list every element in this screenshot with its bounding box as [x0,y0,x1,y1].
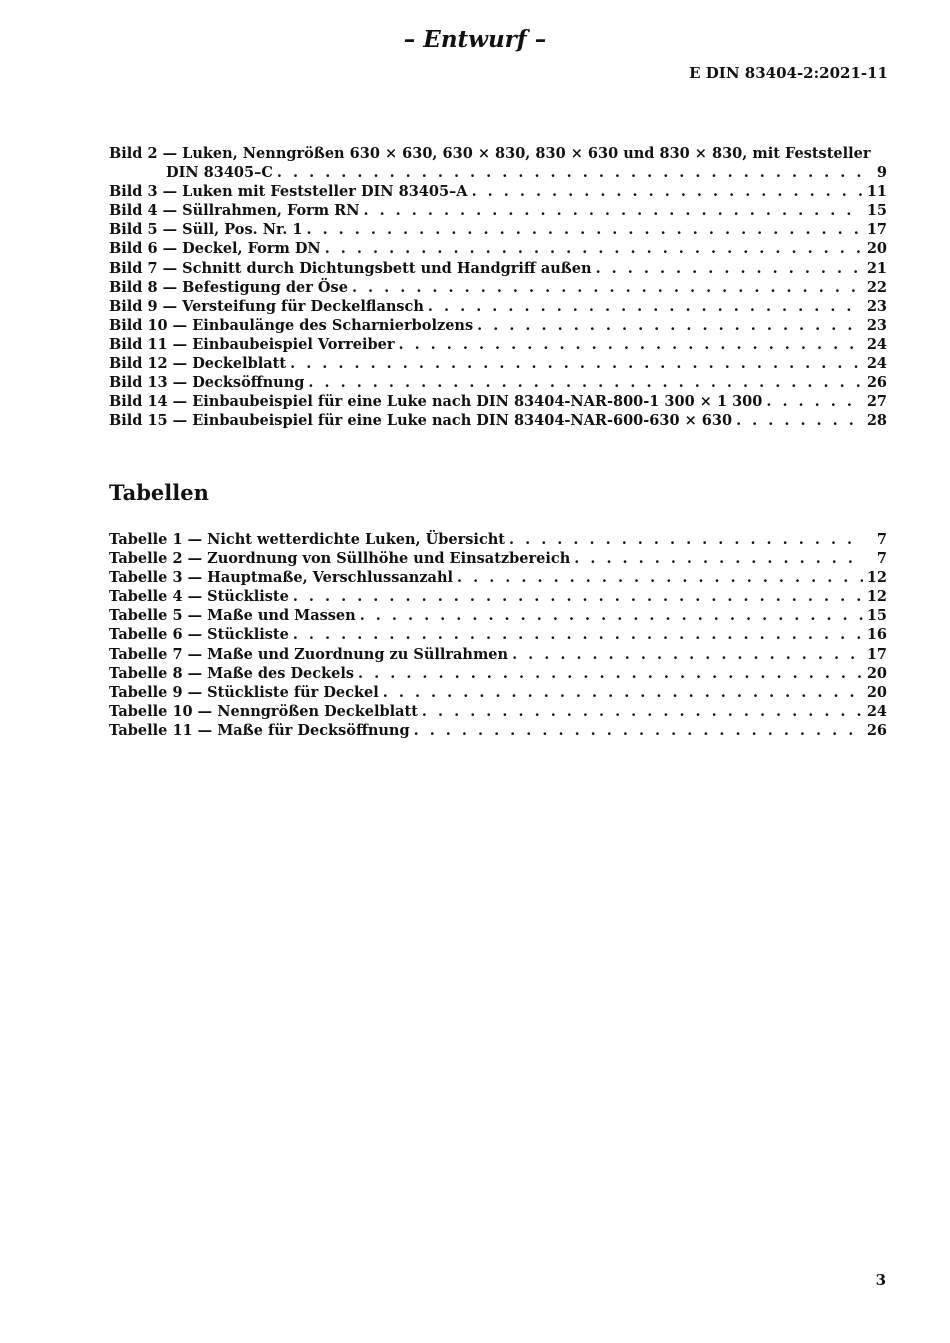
toc-table-entry[interactable] [109,568,887,587]
toc-table-entry[interactable] [109,587,887,606]
toc-entry-page: 24 [866,335,887,353]
toc-figure-entry[interactable] [109,220,887,239]
dot-leader [352,278,863,297]
dot-leader [574,549,863,568]
toc-entry-page: 21 [866,259,887,277]
toc-entry-label: Tabelle 8 — Maße des Deckels [109,664,355,682]
dot-leader [308,373,863,392]
toc-entry-page: 24 [866,355,887,373]
toc-figure-entry[interactable] [109,297,887,316]
toc-entry-label: Bild 6 — Deckel, Form DN [109,240,321,258]
table-list [109,530,887,740]
toc-table-entry[interactable] [109,549,887,568]
dot-leader [398,335,863,354]
dot-leader [306,220,863,239]
dot-leader [428,297,863,316]
toc-entry-page: 7 [876,531,887,548]
toc-figure-entry[interactable] [109,239,887,258]
dot-leader [457,568,863,587]
toc-entry-label: Bild 5 — Süll, Pos. Nr. 1 [109,221,303,239]
toc-table-entry[interactable] [109,664,887,683]
page-number: 3 [875,1271,886,1289]
dot-leader [293,625,863,644]
toc-entry-figure-2-line2[interactable] [109,163,887,182]
toc-figure-entry[interactable] [109,335,887,354]
toc-entry-label: Bild 9 — Versteifung für Deckelflansch [109,297,424,315]
toc-entry-label: Bild 11 — Einbaubeispiel Vorreiber [109,335,395,353]
toc-table-entry[interactable] [109,702,887,721]
figure-list [109,144,887,430]
toc-entry-label: Bild 4 — Süllrahmen, Form RN [109,202,360,220]
dot-leader [472,182,863,201]
dot-leader [422,702,863,721]
toc-entry-label: DIN 83405–C [166,164,273,182]
toc-table-entry[interactable] [109,625,887,644]
toc-entry-page: 17 [866,645,887,663]
toc-entry-label: Bild 12 — Deckelblatt [109,355,287,373]
toc-entry-label: Tabelle 3 — Hauptmaße, Verschlussanzahl [109,569,453,587]
toc-entry-page: 16 [866,626,887,644]
dot-leader [596,259,863,278]
toc-entry-label: Tabelle 6 — Stückliste [109,626,289,644]
dot-leader [383,683,863,702]
toc-entry-label: Tabelle 1 — Nicht wetterdichte Luken, Übersicht [109,531,506,548]
toc-entry-page: 27 [866,393,887,411]
toc-table-entry[interactable] [109,530,887,549]
toc-figure-entry[interactable] [109,373,887,392]
toc-entry-page: 26 [866,721,887,739]
toc-entry-label: Tabelle 11 — Maße für Decksöffnung [109,721,410,739]
toc-entry-page: 23 [866,297,887,315]
toc-entry-label: Bild 3 — Luken mit Feststeller DIN 83405–A [109,183,468,201]
toc-entry-page: 12 [866,588,887,606]
toc-entry-page: 15 [866,607,887,625]
toc-entry-label: Bild 13 — Decksöffnung [109,374,305,392]
toc-entry-label: Bild 14 — Einbaubeispiel für eine Luke nach DIN 83404-NAR-800-1 300 × 1 300 [109,393,763,411]
toc-entry-page: 20 [866,240,887,258]
dot-leader [509,530,863,549]
toc-entry-page: 12 [866,569,887,587]
dot-leader [277,163,863,182]
toc-entry-label: Tabelle 10 — Nenngrößen Deckelblatt [109,702,418,720]
toc-entry-label: Tabelle 4 — Stückliste [109,588,289,606]
toc-entry-label: Bild 15 — Einbaubeispiel für eine Luke nach DIN 83404-NAR-600-630 × 630 [109,412,733,430]
dot-leader [293,587,863,606]
draft-mark: – Entwurf – [403,26,547,53]
toc-figure-entry[interactable] [109,182,887,201]
toc-entry-label: Bild 8 — Befestigung der Öse [109,278,348,296]
toc-entry-page: 9 [876,164,887,182]
toc-figure-entry[interactable] [109,278,887,297]
dot-leader [358,664,863,683]
dot-leader [290,354,863,373]
toc-entry-page: 23 [866,316,887,334]
dot-leader [512,645,863,664]
dot-leader [766,392,863,411]
toc-entry-label: Bild 10 — Einbaulänge des Scharnierbolzens [109,316,474,334]
toc-entry-page: 22 [866,278,887,296]
toc-table-entry[interactable] [109,645,887,664]
toc-entry-page: 20 [866,683,887,701]
dot-leader [360,606,863,625]
toc-entry-figure-2-line1[interactable]: Bild 2 — Luken, Nenngrößen 630 × 630, 630 × 830, 830 × 630 und 830 × 830, mit Feststeller [109,145,871,162]
toc-entry-page: 7 [876,550,887,568]
toc-entry-page: 11 [866,183,887,201]
dot-leader [325,239,863,258]
toc-entry-label: Tabelle 5 — Maße und Massen [109,607,356,625]
dot-leader [363,201,863,220]
toc-entry-page: 17 [866,221,887,239]
toc-figure-entry[interactable] [109,259,887,278]
dot-leader [477,316,863,335]
toc-entry-page: 15 [866,202,887,220]
toc-entry-page: 26 [866,374,887,392]
toc-entry-label: Tabelle 2 — Zuordnung von Süllhöhe und Einsatzbereich [109,550,571,568]
toc-table-entry[interactable] [109,606,887,625]
toc-entry-page: 20 [866,664,887,682]
toc-figure-entry[interactable] [109,316,887,335]
dot-leader [414,721,863,740]
toc-entry-label: Tabelle 7 — Maße und Zuordnung zu Süllrahmen [109,645,509,663]
toc-entry-label: Bild 7 — Schnitt durch Dichtungsbett und Handgriff außen [109,259,592,277]
document-number: E DIN 83404-2:2021-11 [689,64,888,82]
toc-table-entry[interactable] [109,721,887,740]
dot-leader [736,411,863,430]
toc-figure-entry[interactable] [109,411,887,430]
toc-figure-entry[interactable] [109,201,887,220]
toc-figure-entry[interactable] [109,354,887,373]
tables-heading: Tabellen [109,480,209,505]
toc-entry-page: 24 [866,702,887,720]
toc-entry-label: Tabelle 9 — Stückliste für Deckel [109,683,379,701]
toc-table-entry[interactable] [109,683,887,702]
toc-entry-page: 28 [866,412,887,430]
toc-figure-entry[interactable] [109,392,887,411]
